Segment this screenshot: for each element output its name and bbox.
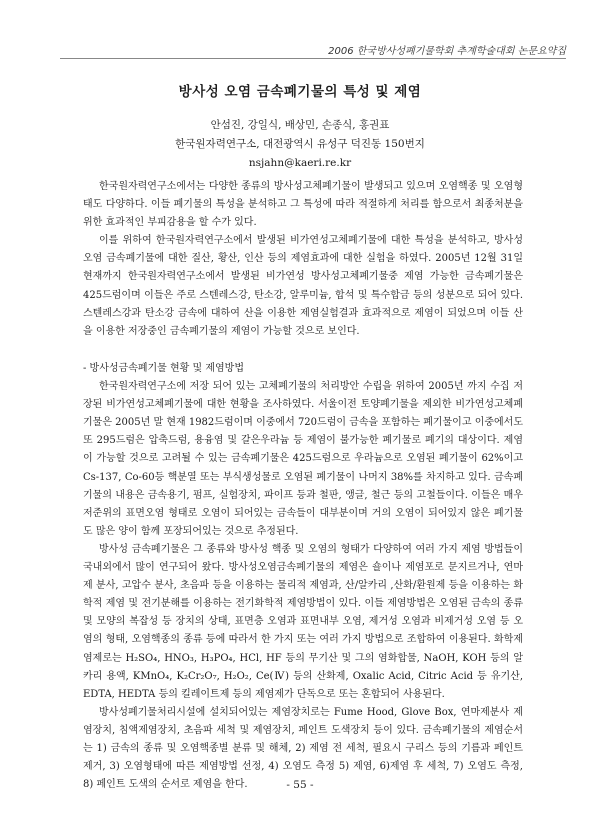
email: nsjahn@kaeri.re.kr — [248, 157, 352, 169]
section-paragraph: 한국원자력연구소에 저장 되어 있는 고체폐기물의 처리방안 수립을 위하여 2005년 까지 수집 저장된 비가연성고체폐기물에 대한 현황을 조사하였다. 서울이전 토양폐기물을 제외한 비가연성고체폐기물은 2005년 말 현재 1982드럼이며 이중에서 720드럼이 금속을 포함하는 폐기물이고 이중에서도 또 295드럼은 압축드럼, 용융염 및 갈은우라늄 등 제염이 불가능한 폐기물로 폐기의 대상이다. 제염이 가능할 것으로 고려될 수 있는 금속폐기물은 425드럼으로 우라늄으로 오염된 폐기물이 62%이고 Cs-137, Co-60등 핵분열 또는 부식생성물로 오염된 폐기물이 나머지 38%를 차지하고 있다. 금속폐기물의 내용은 금속용기, 펌프, 실험장치, 파이프 등과 철판, 앵글, 철근 등의 고철들이다. 이들은 매우 저준위의 표면오염 형태로 오염이 되어있는 금속들이 대부분이며 거의 오염이 되어있지 않은 폐기물도 많은 양이 함께 포장되어있는 것으로 추정된다. — [83, 381, 523, 537]
section-paragraph: 방사성 금속폐기물은 그 종류와 방사성 핵종 및 오염의 형태가 다양하여 여러 가지 제염 방법들이 국내외에서 많이 연구되어 왔다. 방사성오염금속폐기물의 제염은 숄이나 제염포로 문지르거나, 연마제 분사, 고압수 분사, 초음파 등을 이용하는 물리적 제염과, 산/알카리 ,산화/환원제 등을 이용하는 화학적 제염 및 전기분해를 이용하는 전기화학적 제염방법이 있다. 이들 제염방법은 오염된 금속의 종류 및 모양의 복잡성 등 장치의 상태, 표면층 오염과 표면내부 오염, 제거성 오염과 비제거성 오염 등 오염의 형태, 오염핵종의 종류 등에 따라서 한 가지 또는 여러 가지 방법으로 조합하여 이용된다. 화학제염제로는 H₂SO₄, HNO₃, H₃PO₄, HCl, HF 등의 무기산 및 그의 염화합물, NaOH, KOH 등의 알카리 용액, KMnO₄, K₂Cr₂O₇, H₂O₂, Ce(Ⅳ) 등의 산화제, Oxalic Acid, Citric Acid 등 유기산, EDTA, HEDTA 등의 킬레이트제 등의 제염제가 단독으로 또는 혼합되어 사용된다. — [83, 543, 523, 700]
running-header: 2006 한국방사성폐기물학회 추계학술대회 논문요약집 — [328, 46, 566, 57]
authors: 안섬진, 강일식, 배상민, 손종식, 홍권표 — [210, 119, 390, 131]
abstract-paragraph: 한국원자력연구소에서는 다양한 종류의 방사성고체폐기물이 발생되고 있으며 오염핵종 및 오염형태도 다양하다. 이들 폐기물의 특성을 분석하고 그 특성에 따라 적절하게 처리를 함으로서 최종처분을 위한 효과적인 부피감용을 할 수가 있다. — [83, 181, 523, 229]
abstract-paragraph: 이를 위하여 한국원자력연구소에서 발생된 비가연성고체폐기물에 대한 특성을 분석하고, 방사성오염 금속폐기물에 대한 질산, 황산, 인산 등의 제염효과에 대한 실험을 하였다. 2005년 12월 31일 현재까지 한국원자력연구소에서 발생된 비가연성 방사성고체폐기물중 제염 가능한 금속폐기물은 425드럼이며 이들은 주로 스텐레스강, 탄소강, 알루미늄, 합석 및 특수합금 등의 성분으로 되어 있다. 스텐레스강과 탄소강 금속에 대하여 산을 이용한 제염실험결과 효과적으로 제염이 되었으며 이들 산을 이용한 저장중인 금속폐기물의 제염이 가능할 것으로 보인다. — [83, 235, 523, 337]
affiliation: 한국원자력연구소, 대전광역시 유성구 덕진동 150번지 — [175, 138, 425, 150]
section-heading: - 방사성금속폐기물 현황 및 제염방법 — [83, 363, 244, 374]
author-block — [0, 116, 600, 173]
paper-title: 방사성 오염 금속폐기물의 특성 및 제염 — [178, 84, 422, 100]
section-decontamination — [83, 360, 523, 794]
page-number: - 55 - — [286, 779, 314, 791]
section-paragraph: 방사성폐기물처리시설에 설치되어있는 제염장치로는 Fume Hood, Glove Box, 연마제분사 제염장치, 침액제염장치, 초음파 세척 및 제염장치, 페인트 도색장치 등이 있다. 금속폐기물의 제염순서는 1) 금속의 종류 및 오염핵종별 분류 및 해체, 2) 제염 전 세척, 필요시 구리스 등의 기름과 페인트 제거, 3) 오염형태에 따른 제염방법 선정, 4) 오염도 측정 5) 제염, 6)제염 후 세척, 7) 오염도 측정, 8) 페인트 도색의 순서로 제염을 한다. — [83, 706, 523, 791]
abstract — [83, 178, 523, 341]
header-rule — [60, 58, 566, 59]
